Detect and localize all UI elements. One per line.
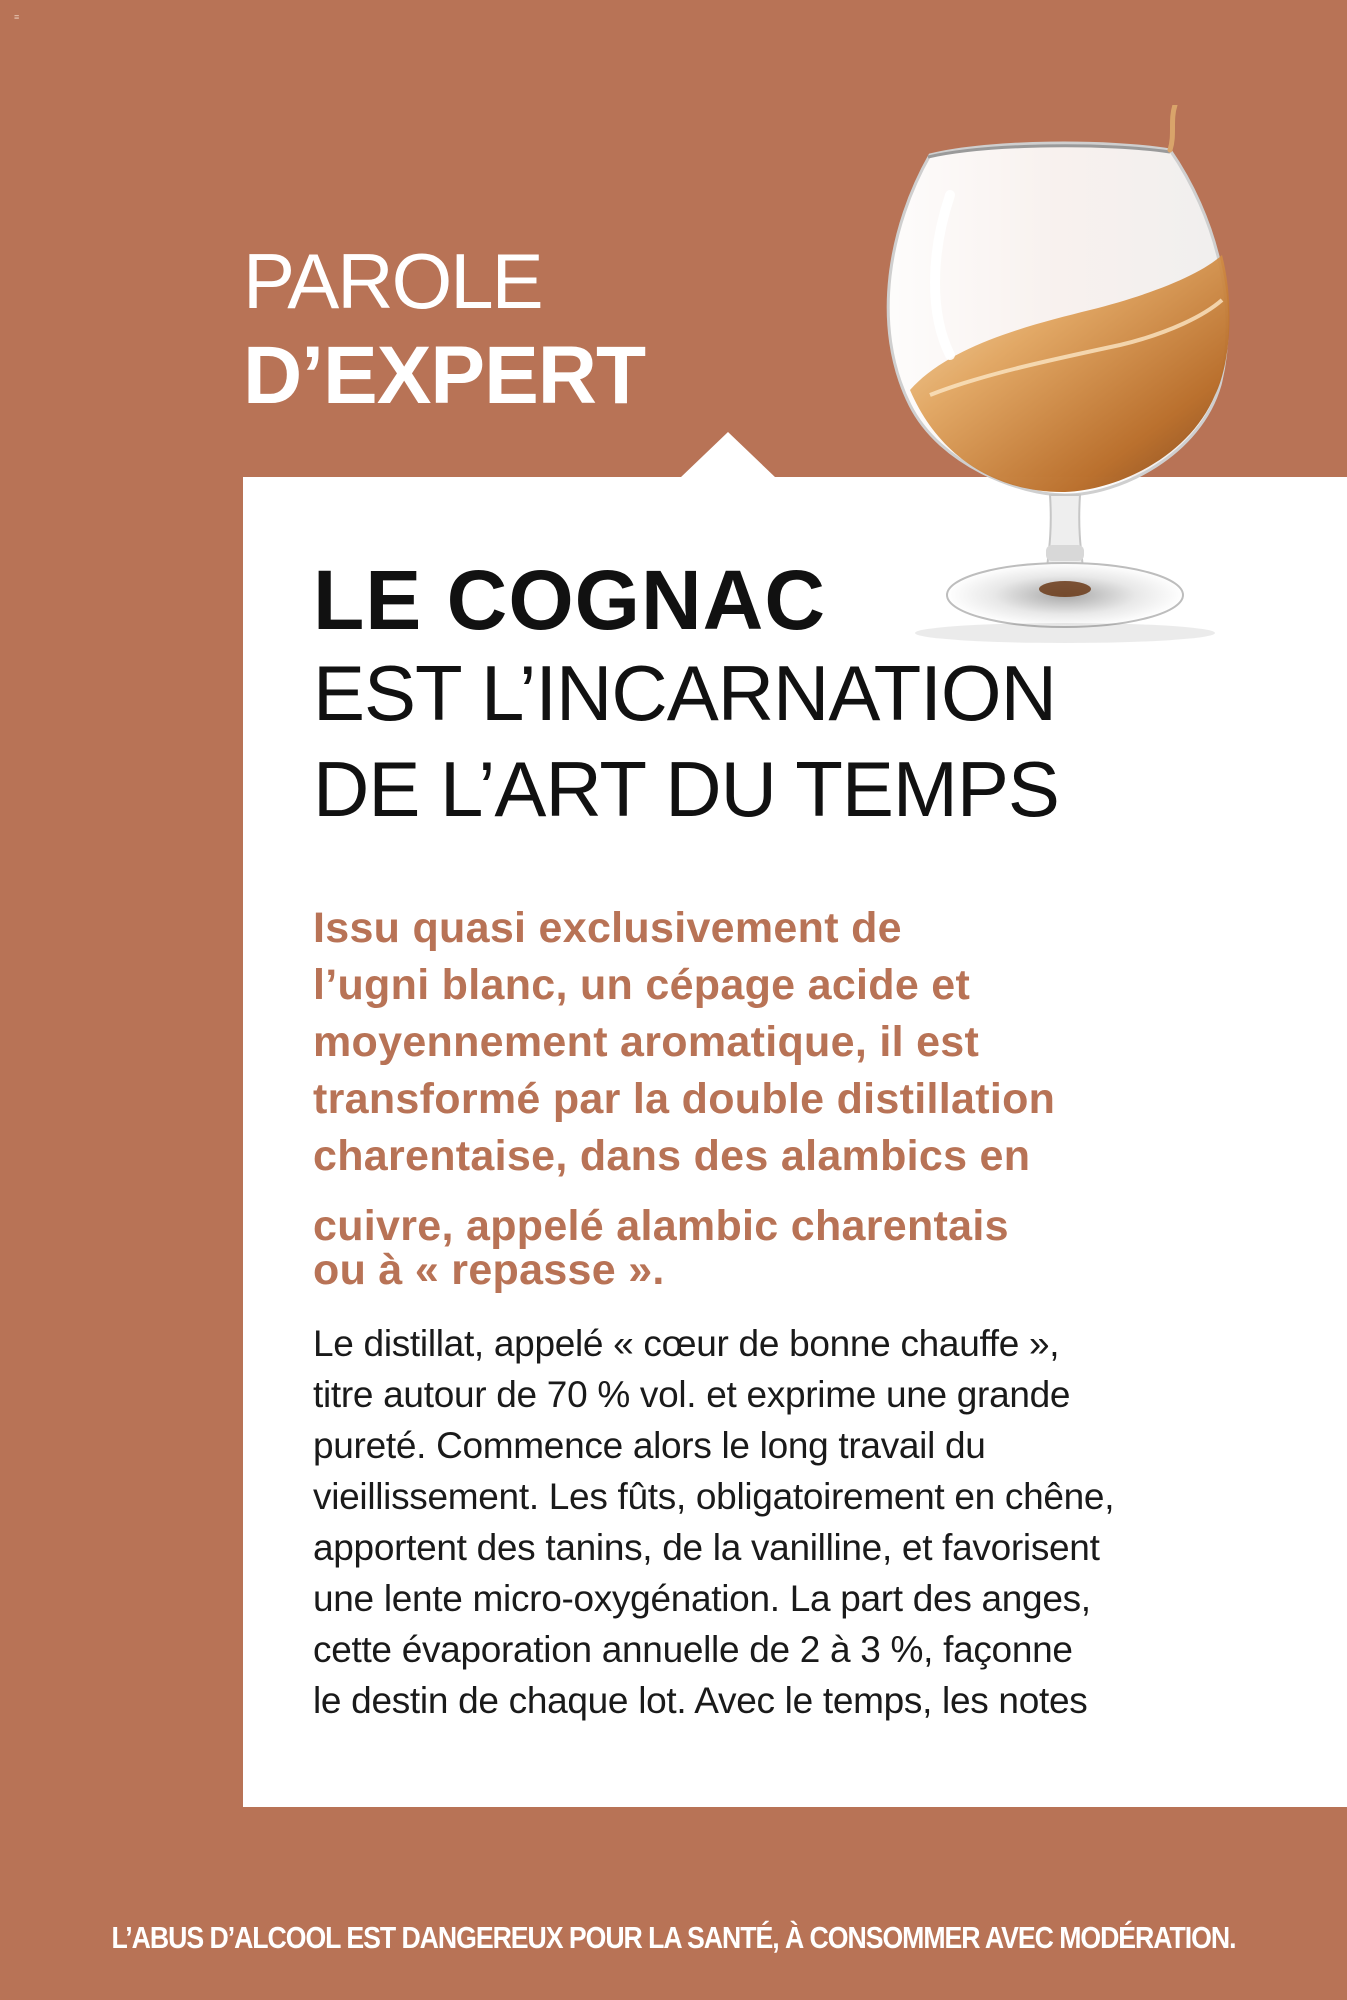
body-line: titre autour de 70 % vol. et exprime une grande [313, 1374, 1071, 1415]
lede-paragraph [313, 900, 1273, 1299]
headline-line-3: DE L’ART DU TEMPS [313, 745, 1059, 833]
health-warning: L’ABUS D’ALCOOL EST DANGEREUX POUR LA SANTÉ, À CONSOMMER AVEC MODÉRATION. [111, 1920, 1236, 1955]
body-line: pureté. Commence alors le long travail du [313, 1425, 986, 1466]
lede-line: ou à « repasse ». [313, 1246, 665, 1294]
headline-line-2: EST L’INCARNATION [313, 649, 1056, 737]
body-paragraph [313, 1318, 1293, 1726]
headline-bold: LE COGNAC [313, 553, 826, 647]
headline [313, 555, 1293, 837]
lede-line: cuivre, appelé alambic charentais [313, 1202, 1009, 1250]
lede-line: transformé par la double distillation [313, 1075, 1056, 1123]
body-line: le destin de chaque lot. Avec le temps, les notes [313, 1680, 1088, 1721]
body-line: une lente micro-oxygénation. La part des anges, [313, 1578, 1091, 1619]
kicker-line-1: PAROLE [243, 237, 542, 325]
card-notch [680, 432, 776, 478]
lede-line: charentaise, dans des alambics en [313, 1132, 1031, 1180]
lede-line: moyennement aromatique, il est [313, 1018, 980, 1066]
section-kicker [243, 237, 646, 426]
body-line: vieillissement. Les fûts, obligatoirement en chêne, [313, 1476, 1115, 1517]
lede-line: Issu quasi exclusivement de [313, 904, 902, 952]
body-line: cette évaporation annuelle de 2 à 3 %, façonne [313, 1629, 1073, 1670]
body-line: Le distillat, appelé « cœur de bonne chauffe », [313, 1323, 1060, 1364]
lede-line: l’ugni blanc, un cépage acide et [313, 961, 971, 1009]
body-line: apportent des tanins, de la vanilline, et favorisent [313, 1527, 1100, 1568]
corner-menu-icon: ≡ [14, 12, 20, 22]
kicker-line-2: D’EXPERT [243, 330, 646, 421]
